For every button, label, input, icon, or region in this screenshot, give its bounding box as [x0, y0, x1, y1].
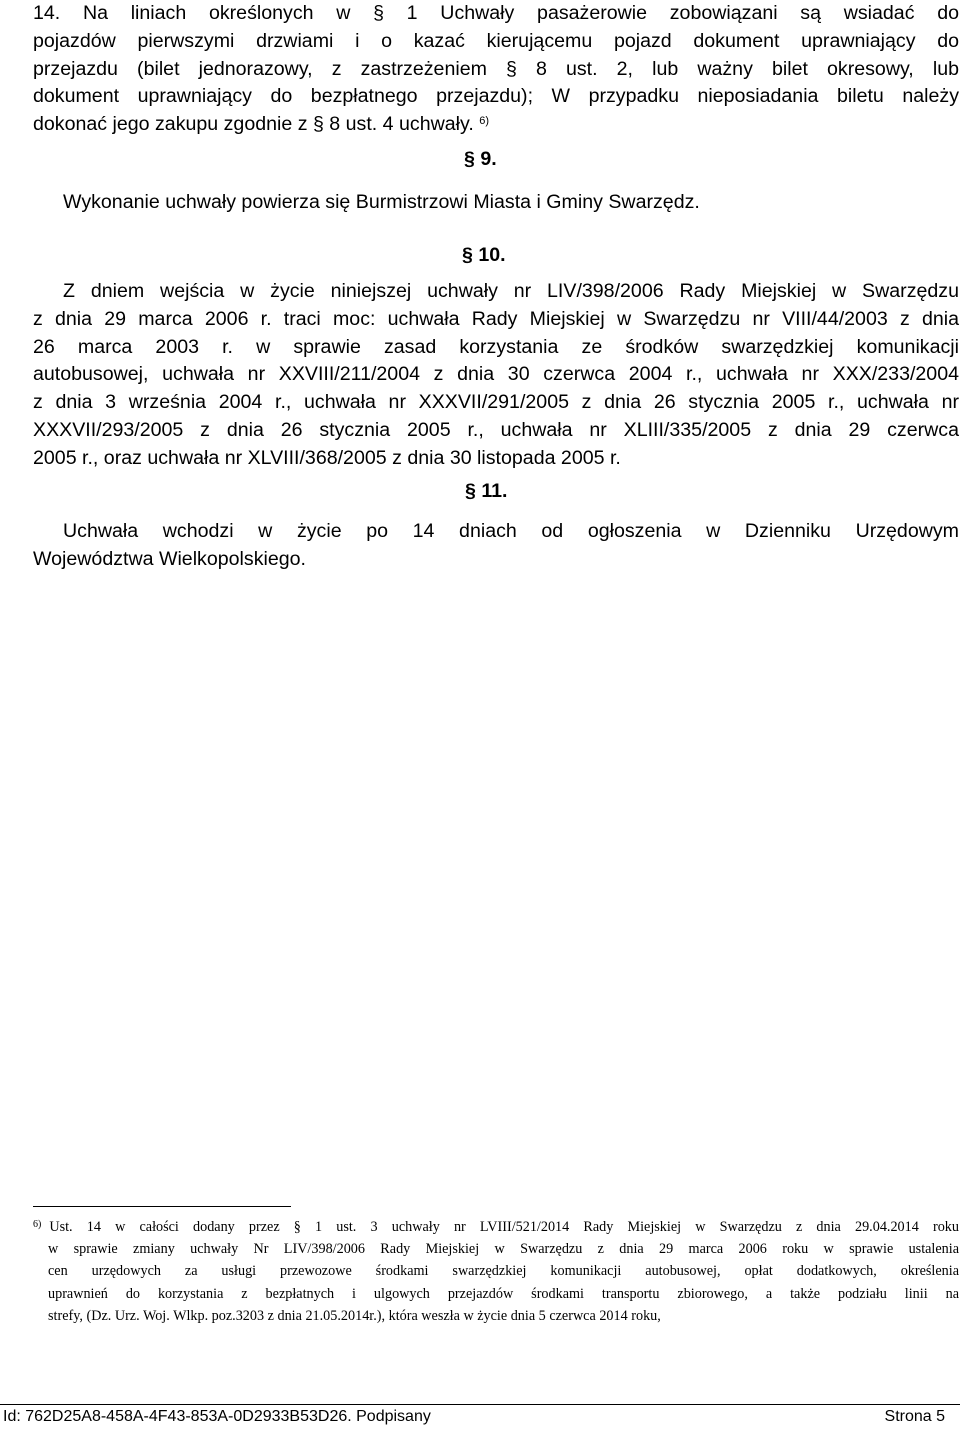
- section-10-line: Z dniem wejścia w życie niniejszej uchwały nr LIV/398/2006 Rady Miejskiej w Swarzędzu: [63, 280, 959, 302]
- section-11-heading: § 11.: [465, 480, 508, 502]
- footnote-separator: [33, 1206, 291, 1207]
- section-10-line: autobusowej, uchwała nr XXVIII/211/2004 z dnia 30 czerwca 2004 r., uchwała nr XXX/233/2004: [33, 363, 959, 386]
- footnote-marker: 6): [33, 1219, 42, 1230]
- footnote: [33, 1216, 959, 1327]
- section-10-heading: § 10.: [462, 244, 506, 266]
- section-10-line: XXXVII/293/2005 z dnia 26 stycznia 2005 r., uchwała nr XLIII/335/2005 z dnia 29 czerwca: [33, 418, 959, 441]
- footnote-line: cen urzędowych za usługi przewozowe środkami swarzędzkiej komunikacji autobusowej, opłat dodatkowych, określenia: [48, 1263, 959, 1280]
- section-9-line: Wykonanie uchwały powierza się Burmistrzowi Miasta i Gminy Swarzędz.: [63, 191, 700, 213]
- page-number: Strona 5: [884, 1408, 945, 1425]
- paragraph-14-line: dokument uprawniający do bezpłatnego przejazdu); W przypadku nieposiadania biletu należy: [33, 85, 959, 108]
- paragraph-14-line: przejazdu (bilet jednorazowy, z zastrzeżeniem § 8 ust. 2, lub ważny bilet okresowy, lub: [33, 57, 959, 80]
- paragraph-14-last-line: [33, 111, 959, 139]
- section-9-heading: § 9.: [464, 148, 497, 170]
- footnote-line: uprawnień do korzystania z bezpłatnych i ulgowych przejazdów środkami transportu zbiorowego, a także podziału linii na: [48, 1285, 959, 1302]
- document-id: Id: 762D25A8-458A-4F43-853A-0D2933B53D26. Podpisany: [3, 1408, 431, 1425]
- section-10-line: 2005 r., oraz uchwała nr XLVIII/368/2005 z dnia 30 listopada 2005 r.: [33, 446, 621, 469]
- section-10-line: z dnia 3 września 2004 r., uchwała nr XXXVII/291/2005 z dnia 26 stycznia 2005 r., uchwała nr: [33, 391, 959, 414]
- section-10-text: [33, 278, 959, 473]
- paragraph-14-line: pojazdów pierwszymi drzwiami i o kazać kierującemu pojazd dokument uprawniający do: [33, 29, 959, 52]
- section-10-line: z dnia 29 marca 2006 r. traci moc: uchwała Rady Miejskiej w Swarzędzu nr VIII/44/2003 z dnia: [33, 307, 959, 330]
- section-11-line: Uchwała wchodzi w życie po 14 dniach od ogłoszenia w Dzienniku Urzędowym: [63, 520, 959, 542]
- section-11-text: [33, 518, 959, 574]
- section-9-text: [63, 189, 959, 217]
- paragraph-14-line: dokonać jego zakupu zgodnie z § 8 ust. 4 uchwały.: [33, 113, 474, 136]
- footnote-line: strefy, (Dz. Urz. Woj. Wlkp. poz.3203 z dnia 21.05.2014r.), która weszła w życie dnia 5 czerwca 2014 roku,: [48, 1307, 661, 1324]
- section-11-line: Województwa Wielkopolskiego.: [33, 547, 306, 570]
- footnote-line: Ust. 14 w całości dodany przez § 1 ust. 3 uchwały nr LVIII/521/2014 Rady Miejskiej w Swarzędzu z dnia 29.04.2014 roku: [49, 1219, 959, 1235]
- paragraph-14-line: 14. Na liniach określonych w § 1 Uchwały pasażerowie zobowiązani są wsiadać do: [33, 2, 959, 24]
- footnote-line: w sprawie zmiany uchwały Nr LIV/398/2006 Rady Miejskiej w Swarzędzu z dnia 29 marca 2006 roku w sprawie ustalenia: [48, 1241, 959, 1258]
- footnote-reference[interactable]: 6): [479, 115, 490, 128]
- footnote-first-line: [33, 1216, 959, 1238]
- section-10-line: 26 marca 2003 r. w sprawie zasad korzystania ze środków swarzędzkiej komunikacji: [33, 335, 959, 358]
- page-footer: [0, 1404, 960, 1428]
- paragraph-14: [33, 0, 959, 139]
